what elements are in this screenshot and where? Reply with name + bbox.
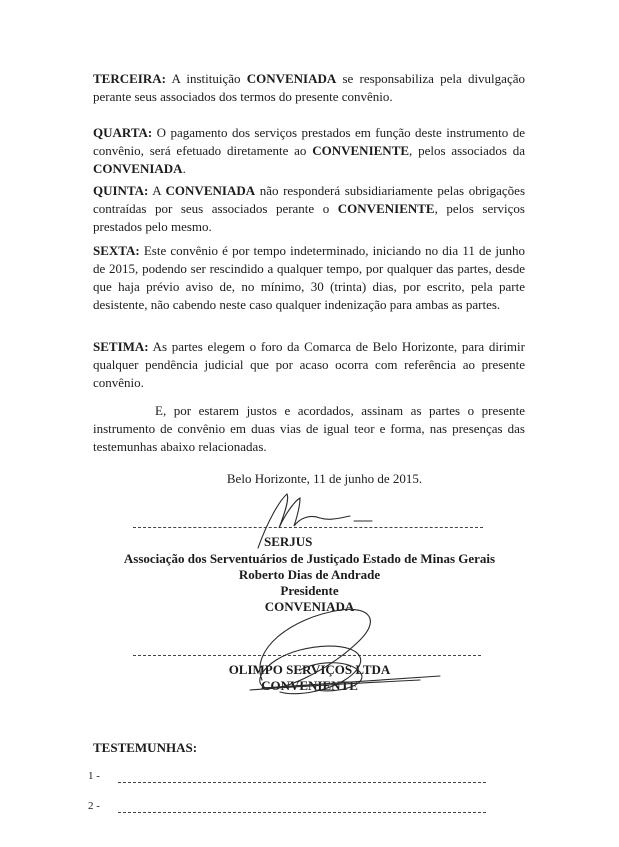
clause-terceira: TERCEIRA: A instituição CONVENIADA se responsabiliza pela divulgação perante seus associados dos termos do presente convênio. [93, 71, 525, 104]
signatory-1-org: Associação dos Serventuários de Justiçado Estado de Minas Gerais [123, 551, 496, 566]
clause-label: TERCEIRA: [93, 71, 166, 86]
signatory-2-party: CONVENIENTE [261, 678, 358, 693]
signatory-1-role: Presidente [280, 583, 339, 598]
signatory-2-org: OLIMPO SERVIÇOS LTDA [228, 662, 391, 677]
place-date: Belo Horizonte, 11 de junho de 2015. [226, 471, 423, 486]
signatory-1-person: Roberto Dias de Andrade [238, 567, 381, 582]
clause-label: SETIMA: [93, 339, 149, 354]
closing-paragraph: E, por estarem justos e acordados, assinam as partes o presente instrumento de convênio em duas vias de igual teor e forma, nas presenças das testemunhas abaixo relacionadas. [93, 403, 525, 454]
witnesses-heading: TESTEMUNHAS: [93, 740, 198, 755]
witness-1-label: 1 - [88, 770, 100, 782]
clause-sexta: SEXTA: Este convênio é por tempo indeterminado, iniciando no dia 11 de junho de 2015, podendo ser rescindido a qualquer tempo, por qualquer das partes, desde que haja prévio aviso de, no mínimo, 30 (trinta) dias, por escrito, pela parte desistente, não cabendo neste caso qualquer indenização para ambas as partes. [93, 243, 525, 312]
witness-2-line [118, 812, 486, 813]
witness-2-label: 2 - [88, 800, 100, 812]
clause-quarta: QUARTA: O pagamento dos serviços prestados em função deste instrumento de convênio, será efetuado diretamente ao CONVENIENTE, pelos associados da CONVENIADA. [93, 125, 525, 176]
clause-setima: SETIMA: As partes elegem o foro da Comarca de Belo Horizonte, para dirimir qualquer pendência judicial que por acaso ocorra com referência ao presente convênio. [93, 339, 525, 390]
signatory-1-short: SERJUS [264, 534, 313, 549]
signatory-1-party: CONVENIADA [264, 599, 355, 614]
clause-label: QUINTA: [93, 183, 149, 198]
witness-1-line [118, 782, 486, 783]
clause-label: QUARTA: [93, 125, 153, 140]
clause-label: SEXTA: [93, 243, 140, 258]
clause-quinta: QUINTA: A CONVENIADA não responderá subsidiariamente pelas obrigações contraídas por seus associados perante o CONVENIENTE, pelos serviços prestados pelo mesmo. [93, 183, 526, 234]
